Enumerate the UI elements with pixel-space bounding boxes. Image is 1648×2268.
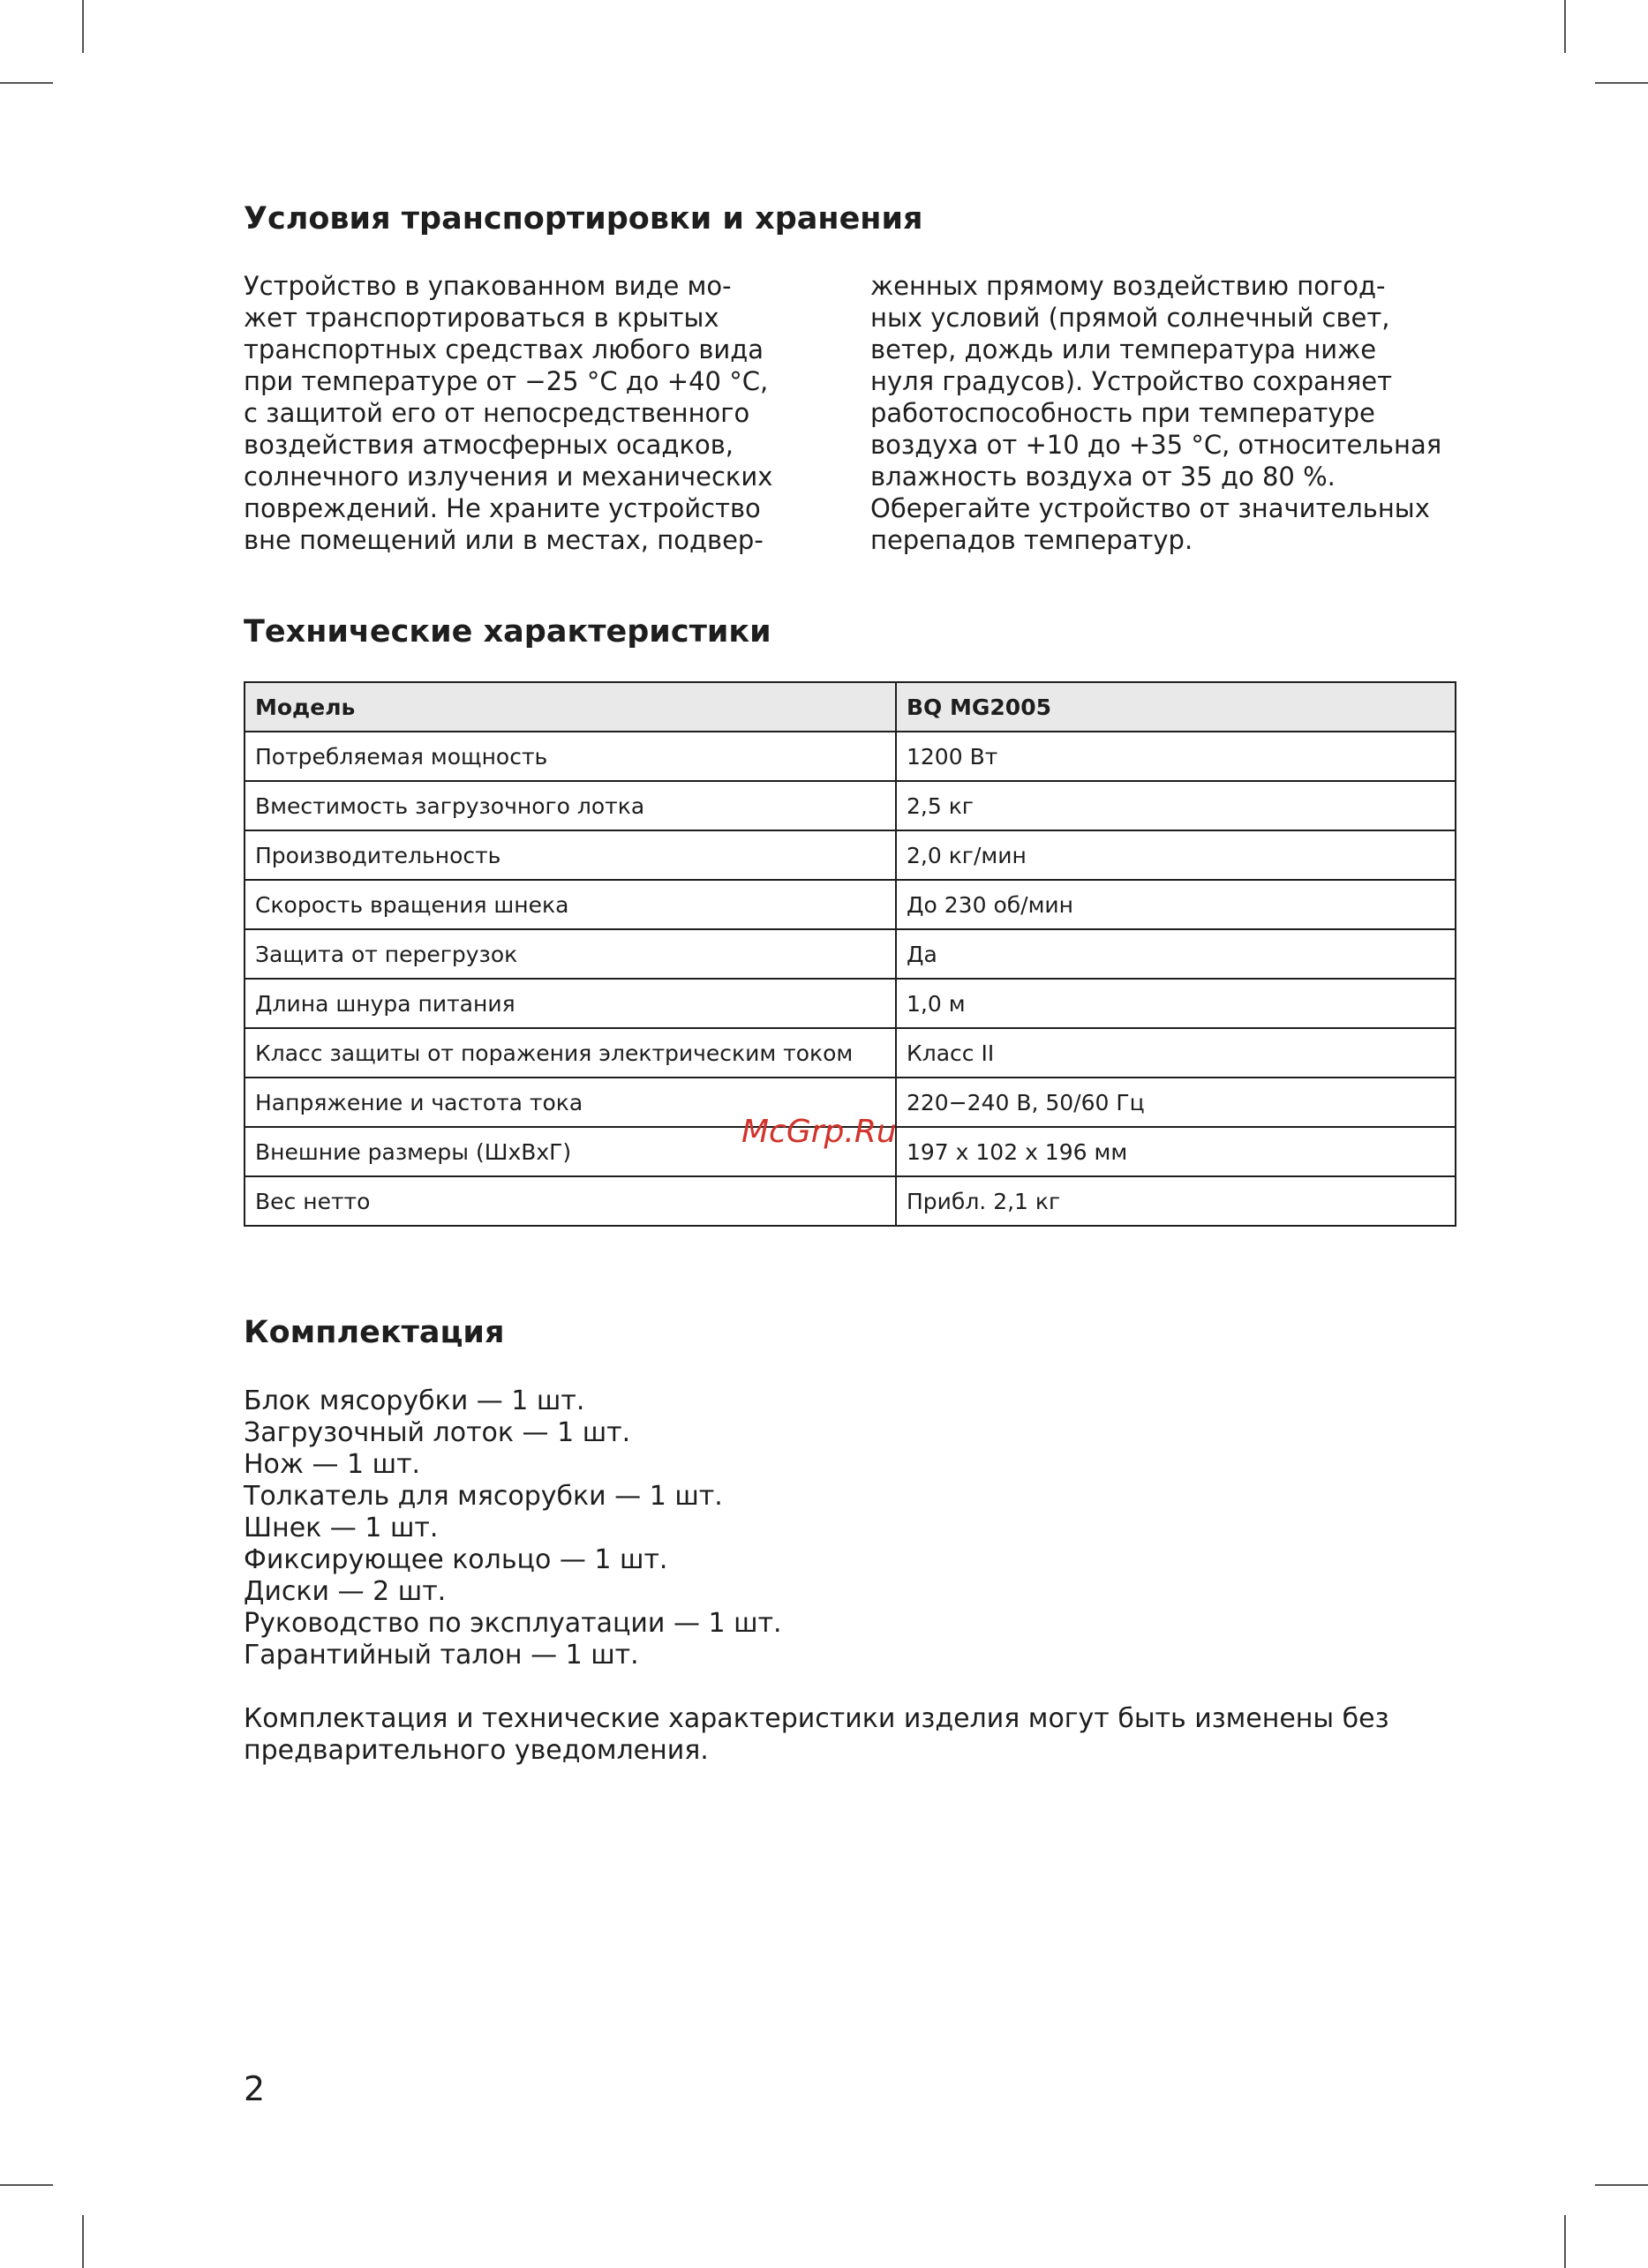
spec-label: Производительность <box>245 830 896 880</box>
spec-value: 220−240 В, 50/60 Гц <box>896 1078 1456 1127</box>
text-line: жет транспортироваться в крытых <box>244 303 719 333</box>
text-line: перепадов температур. <box>870 525 1193 555</box>
list-item: Нож — 1 шт. <box>244 1449 421 1480</box>
spec-value: Класс II <box>896 1028 1456 1078</box>
crop-mark <box>1564 2215 1566 2268</box>
table-row <box>245 979 1456 1028</box>
table-row <box>245 732 1456 781</box>
text-line: с защитой его от непосредственного <box>244 398 750 428</box>
text-line: Устройство в упакованном виде мо- <box>244 271 732 301</box>
spec-label: Вес нетто <box>245 1176 896 1226</box>
specs-title: Технические характеристики <box>244 614 771 650</box>
text-line: транспортных средствах любого вида <box>244 334 764 364</box>
crop-mark <box>82 2215 84 2268</box>
spec-value: 197 x 102 x 196 мм <box>896 1127 1456 1176</box>
spec-label: Потребляемая мощность <box>245 732 896 781</box>
transport-text-left <box>244 270 772 556</box>
spec-label: Внешние размеры (ШхВхГ) <box>245 1127 896 1176</box>
crop-mark <box>1595 2184 1648 2186</box>
table-header-value: BQ MG2005 <box>896 682 1456 732</box>
text-line: воздуха от +10 до +35 °С, относительная <box>870 430 1442 460</box>
page-number: 2 <box>244 2069 266 2108</box>
spec-value: 2,5 кг <box>896 781 1456 830</box>
text-line: повреждений. Не храните устройство <box>244 493 761 523</box>
text-line: воздействия атмосферных осадков, <box>244 430 734 460</box>
text-line: ных условий (прямой солнечный свет, <box>870 303 1390 333</box>
text-line: влажность воздуха от 35 до 80 %. <box>870 462 1336 492</box>
text-line: Комплектация и технические характеристики изделия могут быть изменены без <box>244 1703 1389 1734</box>
spec-label: Вместимость загрузочного лотка <box>245 781 896 830</box>
list-item: Блок мясорубки — 1 шт. <box>244 1386 585 1416</box>
table-row <box>245 1176 1456 1226</box>
package-list <box>244 1386 782 1671</box>
spec-value: Прибл. 2,1 кг <box>896 1176 1456 1226</box>
list-item: Шнек — 1 шт. <box>244 1513 439 1543</box>
crop-mark <box>1595 82 1648 84</box>
list-item: Фиксирующее кольцо — 1 шт. <box>244 1544 668 1575</box>
spec-value: 1200 Вт <box>896 732 1456 781</box>
package-title: Комплектация <box>244 1315 505 1350</box>
text-line: солнечного излучения и механических <box>244 462 773 492</box>
spec-label: Защита от перегрузок <box>245 929 896 979</box>
table-row <box>245 929 1456 979</box>
text-line: ветер, дождь или температура ниже <box>870 334 1377 364</box>
spec-value: 1,0 м <box>896 979 1456 1028</box>
table-row <box>245 880 1456 929</box>
table-row <box>245 1028 1456 1078</box>
text-line: предварительного уведомления. <box>244 1735 709 1766</box>
list-item: Толкатель для мясорубки — 1 шт. <box>244 1481 723 1512</box>
table-row <box>245 781 1456 830</box>
text-line: женных прямому воздействию погод- <box>870 271 1386 301</box>
table-header-row <box>245 682 1456 732</box>
text-line: при температуре от −25 °С до +40 °С, <box>244 366 769 396</box>
crop-mark <box>82 0 84 53</box>
spec-label: Длина шнура питания <box>245 979 896 1028</box>
text-line: вне помещений или в местах, подвер- <box>244 525 764 555</box>
spec-value: Да <box>896 929 1456 979</box>
table-header-label: Модель <box>245 682 896 732</box>
transport-text-right <box>870 270 1441 556</box>
package-note <box>244 1703 1389 1767</box>
spec-label: Напряжение и частота тока <box>245 1078 896 1127</box>
spec-value: 2,0 кг/мин <box>896 830 1456 880</box>
spec-label: Скорость вращения шнека <box>245 880 896 929</box>
spec-label: Класс защиты от поражения электрическим током <box>245 1028 896 1078</box>
crop-mark <box>0 82 53 84</box>
watermark: McGrp.Ru <box>741 1114 897 1150</box>
list-item: Диски — 2 шт. <box>244 1576 447 1607</box>
text-line: нуля градусов). Устройство сохраняет <box>870 366 1393 396</box>
list-item: Гарантийный талон — 1 шт. <box>244 1640 639 1671</box>
crop-mark <box>1564 0 1566 53</box>
spec-value: До 230 об/мин <box>896 880 1456 929</box>
list-item: Руководство по эксплуатации — 1 шт. <box>244 1608 782 1639</box>
text-line: Оберегайте устройство от значительных <box>870 493 1430 523</box>
transport-title: Условия транспортировки и хранения <box>244 201 923 237</box>
table-row <box>245 830 1456 880</box>
text-line: работоспособность при температуре <box>870 398 1375 428</box>
crop-mark <box>0 2184 53 2186</box>
list-item: Загрузочный лоток — 1 шт. <box>244 1417 631 1448</box>
